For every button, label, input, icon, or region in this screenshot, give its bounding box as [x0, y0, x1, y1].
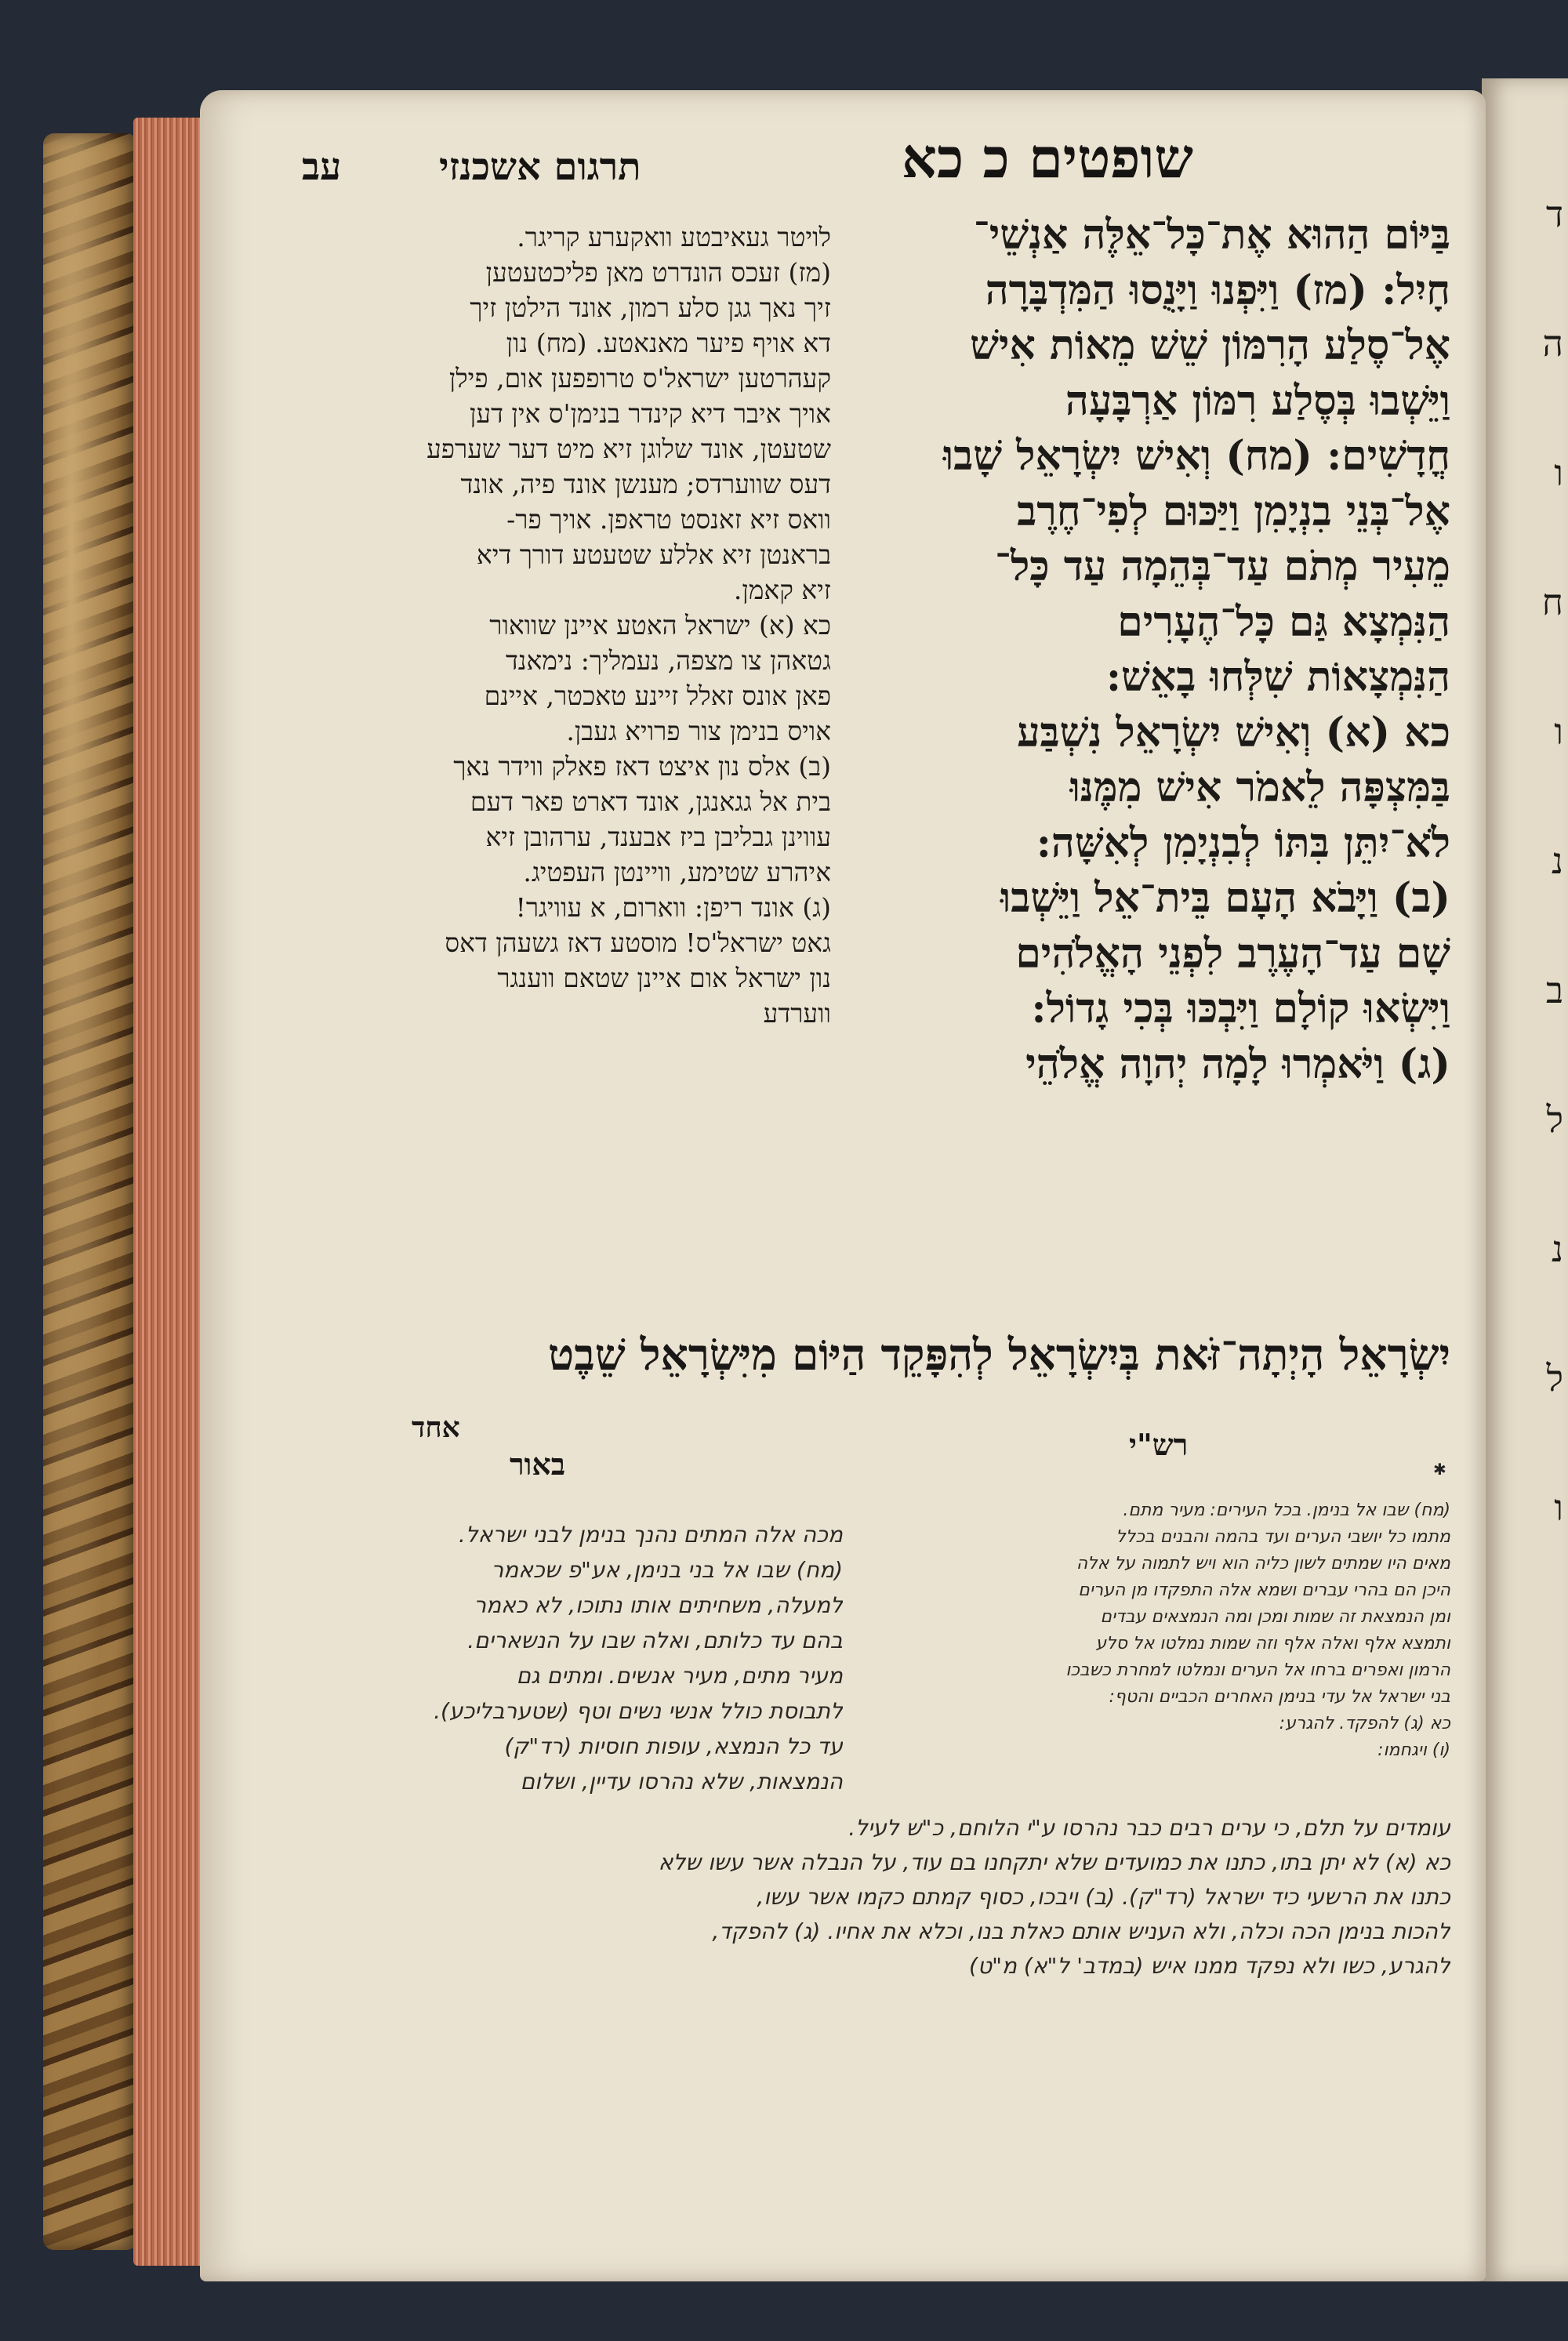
- page-number: עב: [302, 145, 342, 189]
- verse-line: וַיִּשְׂאוּ קוֹלָם וַיִּבְכּוּ בְּכִי גָדוֹל:: [1031, 985, 1450, 1033]
- next-page-fragment: ב: [1545, 969, 1563, 1011]
- beur-line: מעיר מתים, מעיר אנשים. ומתים גם: [516, 1663, 843, 1689]
- translation-line: דא אויף פיער מאנאטע. (מח) נון: [506, 328, 831, 358]
- translation-line: נון ישראל אום איינן שטאם ווענגר: [497, 963, 831, 993]
- bottom-commentary-line: כתנו את הרשעי כיד ישראל (רד"ק). (ב) ויבכו, כסוף קמתם כקמו אשר עשו,: [757, 1884, 1450, 1910]
- main-full-width-line: יִשְׂרָאֵל הָיְתָה־זֹּאת בְּיִשְׂרָאֵל לְהִפָּקֵד הַיּוֹם מִיִּשְׂרָאֵל שֵׁבֶט: [547, 1329, 1450, 1380]
- translation-line: כא (א) ישראל האטע איינן שוואור: [489, 610, 831, 641]
- translation-line: קעהרטען ישראל'ס טרופפען אום, פילן: [448, 363, 831, 394]
- next-page-fragment: ה: [1542, 322, 1563, 365]
- verse-line: מֵעִיר מְתֹם עַד־בְּהֵמָה עַד כָּל־: [995, 543, 1450, 590]
- translation-line: בראנטן זיא אללע שטעטע דורך דיא: [476, 539, 831, 570]
- bottom-commentary: [290, 1811, 1450, 1983]
- translation-line: גאט ישראל'ס! מוסטע דאז גשעהן דאס: [445, 927, 831, 958]
- translation-line: (ג) אונד ריפן: ווארום, א עוויגר!: [515, 892, 831, 923]
- next-page-fragment: ו: [1554, 710, 1563, 753]
- book-spine: [43, 133, 137, 2250]
- beur-line: בהם עד כלותם, ואלה שבו על הנשארים.: [467, 1628, 843, 1653]
- beur-line: למעלה, משחיתים אותו נתוכו, לא כאמר: [474, 1592, 843, 1618]
- rashi-commentary: [870, 1497, 1450, 1764]
- verse-line: שָׁם עַד־הָעֶרֶב לִפְנֵי הָאֱלֹהִים: [1015, 929, 1450, 978]
- translation-line: פאן אונס זאלל זיינע טאכטר, איינם: [484, 681, 831, 711]
- beur-commentary: [278, 1517, 843, 1799]
- translation-line: וואס זיא זאנסט טראפן. אויך פר-: [506, 504, 831, 535]
- beur-line: לתבוסת כולל אנשי נשים וטף (שטערבליכע).: [434, 1698, 843, 1724]
- translation-line: (מז) זעכס הונדרט מאן פליכטעטען: [485, 257, 831, 288]
- rashi-line: ומן הנמצאת זה שמות ומכן ומה הנמצאים עבדים: [1100, 1607, 1450, 1627]
- translation-line: (ב) אלס נון איצט דאז פאלק ווידר נאך: [453, 751, 831, 782]
- translation-line: אויך איבר דיא קינדר בנימן'ס אין דען: [469, 398, 831, 429]
- beur-line: עד כל הנמצא, עופות חוסיות (רד"ק): [504, 1733, 843, 1759]
- verse-line: (ב) וַיָּבֹא הָעָם בֵּית־אֵל וַיֵּשְׁבוּ: [1000, 874, 1450, 922]
- verse-line: חָיִל: (מז) וַיִּפְנוּ וַיָּנֻסוּ הַמִּדְבָּרָה: [985, 266, 1450, 314]
- translation-line: דעס שווערדס; מענשן אונד פיה, אונד: [460, 469, 831, 499]
- verse-line: אֶל־בְּנֵי בִנְיָמִן וַיַּכּוּם לְפִי־חֶרֶב: [1017, 487, 1450, 535]
- bottom-commentary-line: להכות בנימן הכה וכלה, ולא העניש אותם כאלת בנו, וכלא את אחיו. (ג) להפקד,: [712, 1918, 1450, 1944]
- verse-line: הַנִּמְצָא גַּם כָּל־הֶעָרִים: [1117, 597, 1450, 646]
- bottom-commentary-line: עומדים על תלם, כי ערים רבים כבר נהרסו ע"י הלוחם, כ"ש לעיל.: [848, 1815, 1450, 1841]
- rashi-line: מתמו כל יושבי הערים ועד בהמה והבנים בכלל: [1116, 1527, 1450, 1547]
- next-page-fragment: ל: [1546, 1098, 1563, 1141]
- rashi-line: מאים היו שמתים לשון כליה הוא ויש לתמוה על אלה: [1076, 1554, 1450, 1573]
- rashi-title: רש"י: [1129, 1427, 1189, 1462]
- translation-line: זיא קאמן.: [733, 575, 831, 605]
- translation-line: לויטר געאיבטע וואקערע קריגר.: [517, 222, 831, 252]
- next-page-fragment: ו: [1554, 1486, 1563, 1529]
- translation-line: שטעטן, אונד שלוגן זיא מיט דער שערפע: [426, 434, 831, 464]
- verse-line: וַיֵּשְׁבוּ בְּסֶלַע רִמּוֹן אַרְבָּעָה: [1065, 376, 1450, 425]
- translation-line: זיך נאך גגן סלע רמון, אונד הילטן זיך: [470, 292, 831, 323]
- rashi-line: (מח) שבו אל בנימן. בכל העירים: מעיר מתם.: [1123, 1501, 1450, 1520]
- next-page-fragment: ו: [1554, 452, 1563, 494]
- next-page-fragment: ל: [1546, 1357, 1563, 1399]
- beur-line: הנמצאות, שלא נהרסו עדיין, ושלום: [520, 1769, 843, 1795]
- translation-column: [267, 220, 831, 1031]
- next-page-fragment: ד: [1545, 193, 1563, 235]
- verse-line: אֶל־סֶלַע הָרִמּוֹן שֵׁשׁ מֵאוֹת אִישׁ: [970, 321, 1450, 369]
- next-page-fragment: נ: [1552, 1228, 1563, 1270]
- verse-line: בַּמִּצְפָּה לֵאמֹר אִישׁ מִמֶּנּוּ: [1069, 764, 1450, 811]
- bottom-commentary-line: להגרע, כשו ולא נפקד ממנו איש (במדב' ל"א) מ"ט): [969, 1953, 1450, 1979]
- translation-line: עווינן גבליבן ביז אבענד, ערהובן זיא: [485, 822, 831, 852]
- rashi-line: בני ישראל אל עדי בנימן האחרים הכביים והטף:: [1109, 1687, 1450, 1707]
- verse-line: כא (א) וְאִישׁ יִשְׂרָאֵל נִשְׁבַּע: [1017, 708, 1450, 757]
- main-hebrew-text: [870, 208, 1450, 1092]
- rashi-line: היכן הם בהרי עברים ושמא אלה התפקדו מן הערים: [1078, 1581, 1450, 1600]
- verse-line: בַּיּוֹם הַהוּא אֶת־כָּל־אֵלֶּה אַנְשֵׁי־: [973, 211, 1450, 259]
- rashi-line: ותמצא אלף ואלה אלף וזה שמות נמלטו אל סלע: [1095, 1634, 1450, 1653]
- verse-line: לֹא־יִתֵּן בִּתּוֹ לְבִנְיָמִן לְאִשָּׁה:: [1036, 818, 1450, 867]
- header-right-title: שופטים כ כא: [902, 125, 1193, 191]
- next-page-fragment: נ: [1552, 840, 1563, 882]
- bottom-commentary-line: כא (א) לא יתן בתו, כתנו את כמועדים שלא יתקחנו בם עוד, על הנבלה אשר עשו שלא: [658, 1849, 1450, 1875]
- translation-line: ווערדע: [763, 998, 831, 1029]
- next-page: [1482, 78, 1568, 2281]
- catchword: אחד: [412, 1411, 460, 1444]
- translation-line: אויס בנימן צור פרויא געבן.: [566, 716, 831, 746]
- rashi-line: הרמון ואפרים ברחו אל הערים ונמלטו למחרת כשבכו: [1065, 1660, 1450, 1680]
- header-left-title: תרגום אשכנזי: [439, 145, 641, 189]
- translation-line: איהרע שטימע, וויינטן העפטיג.: [523, 857, 831, 887]
- translation-line: גטאהן צו מצפה, נעמליך: נימאנד: [505, 645, 831, 676]
- beur-title: באור: [510, 1446, 566, 1482]
- beur-line: (מח) שבו אל בני בנימן, אע"פ שכאמר: [491, 1557, 843, 1583]
- beur-line: מכה אלה המתים נהנך בנימן לבני ישראל.: [458, 1522, 843, 1548]
- next-page-fragment: ח: [1541, 581, 1563, 623]
- verse-line: (ג) וַיֹּאמְרוּ לָמָה יְהוָה אֱלֹהֵי: [1025, 1040, 1450, 1088]
- verse-line: חֳדָשִׁים: (מח) וְאִישׁ יִשְׂרָאֵל שָׁבוּ: [942, 432, 1450, 480]
- marginal-star: ✱: [1433, 1460, 1446, 1479]
- rashi-line: (ו) ויגחמו:: [1377, 1740, 1450, 1760]
- rashi-line: כא (ג) להפקד. להגרע:: [1279, 1714, 1450, 1733]
- verse-line: הַנִּמְצָאוֹת שִׁלְּחוּ בָאֵשׁ:: [1105, 653, 1450, 701]
- translation-line: בית אל גגאנגן, אונד דארט פאר דעם: [470, 786, 831, 817]
